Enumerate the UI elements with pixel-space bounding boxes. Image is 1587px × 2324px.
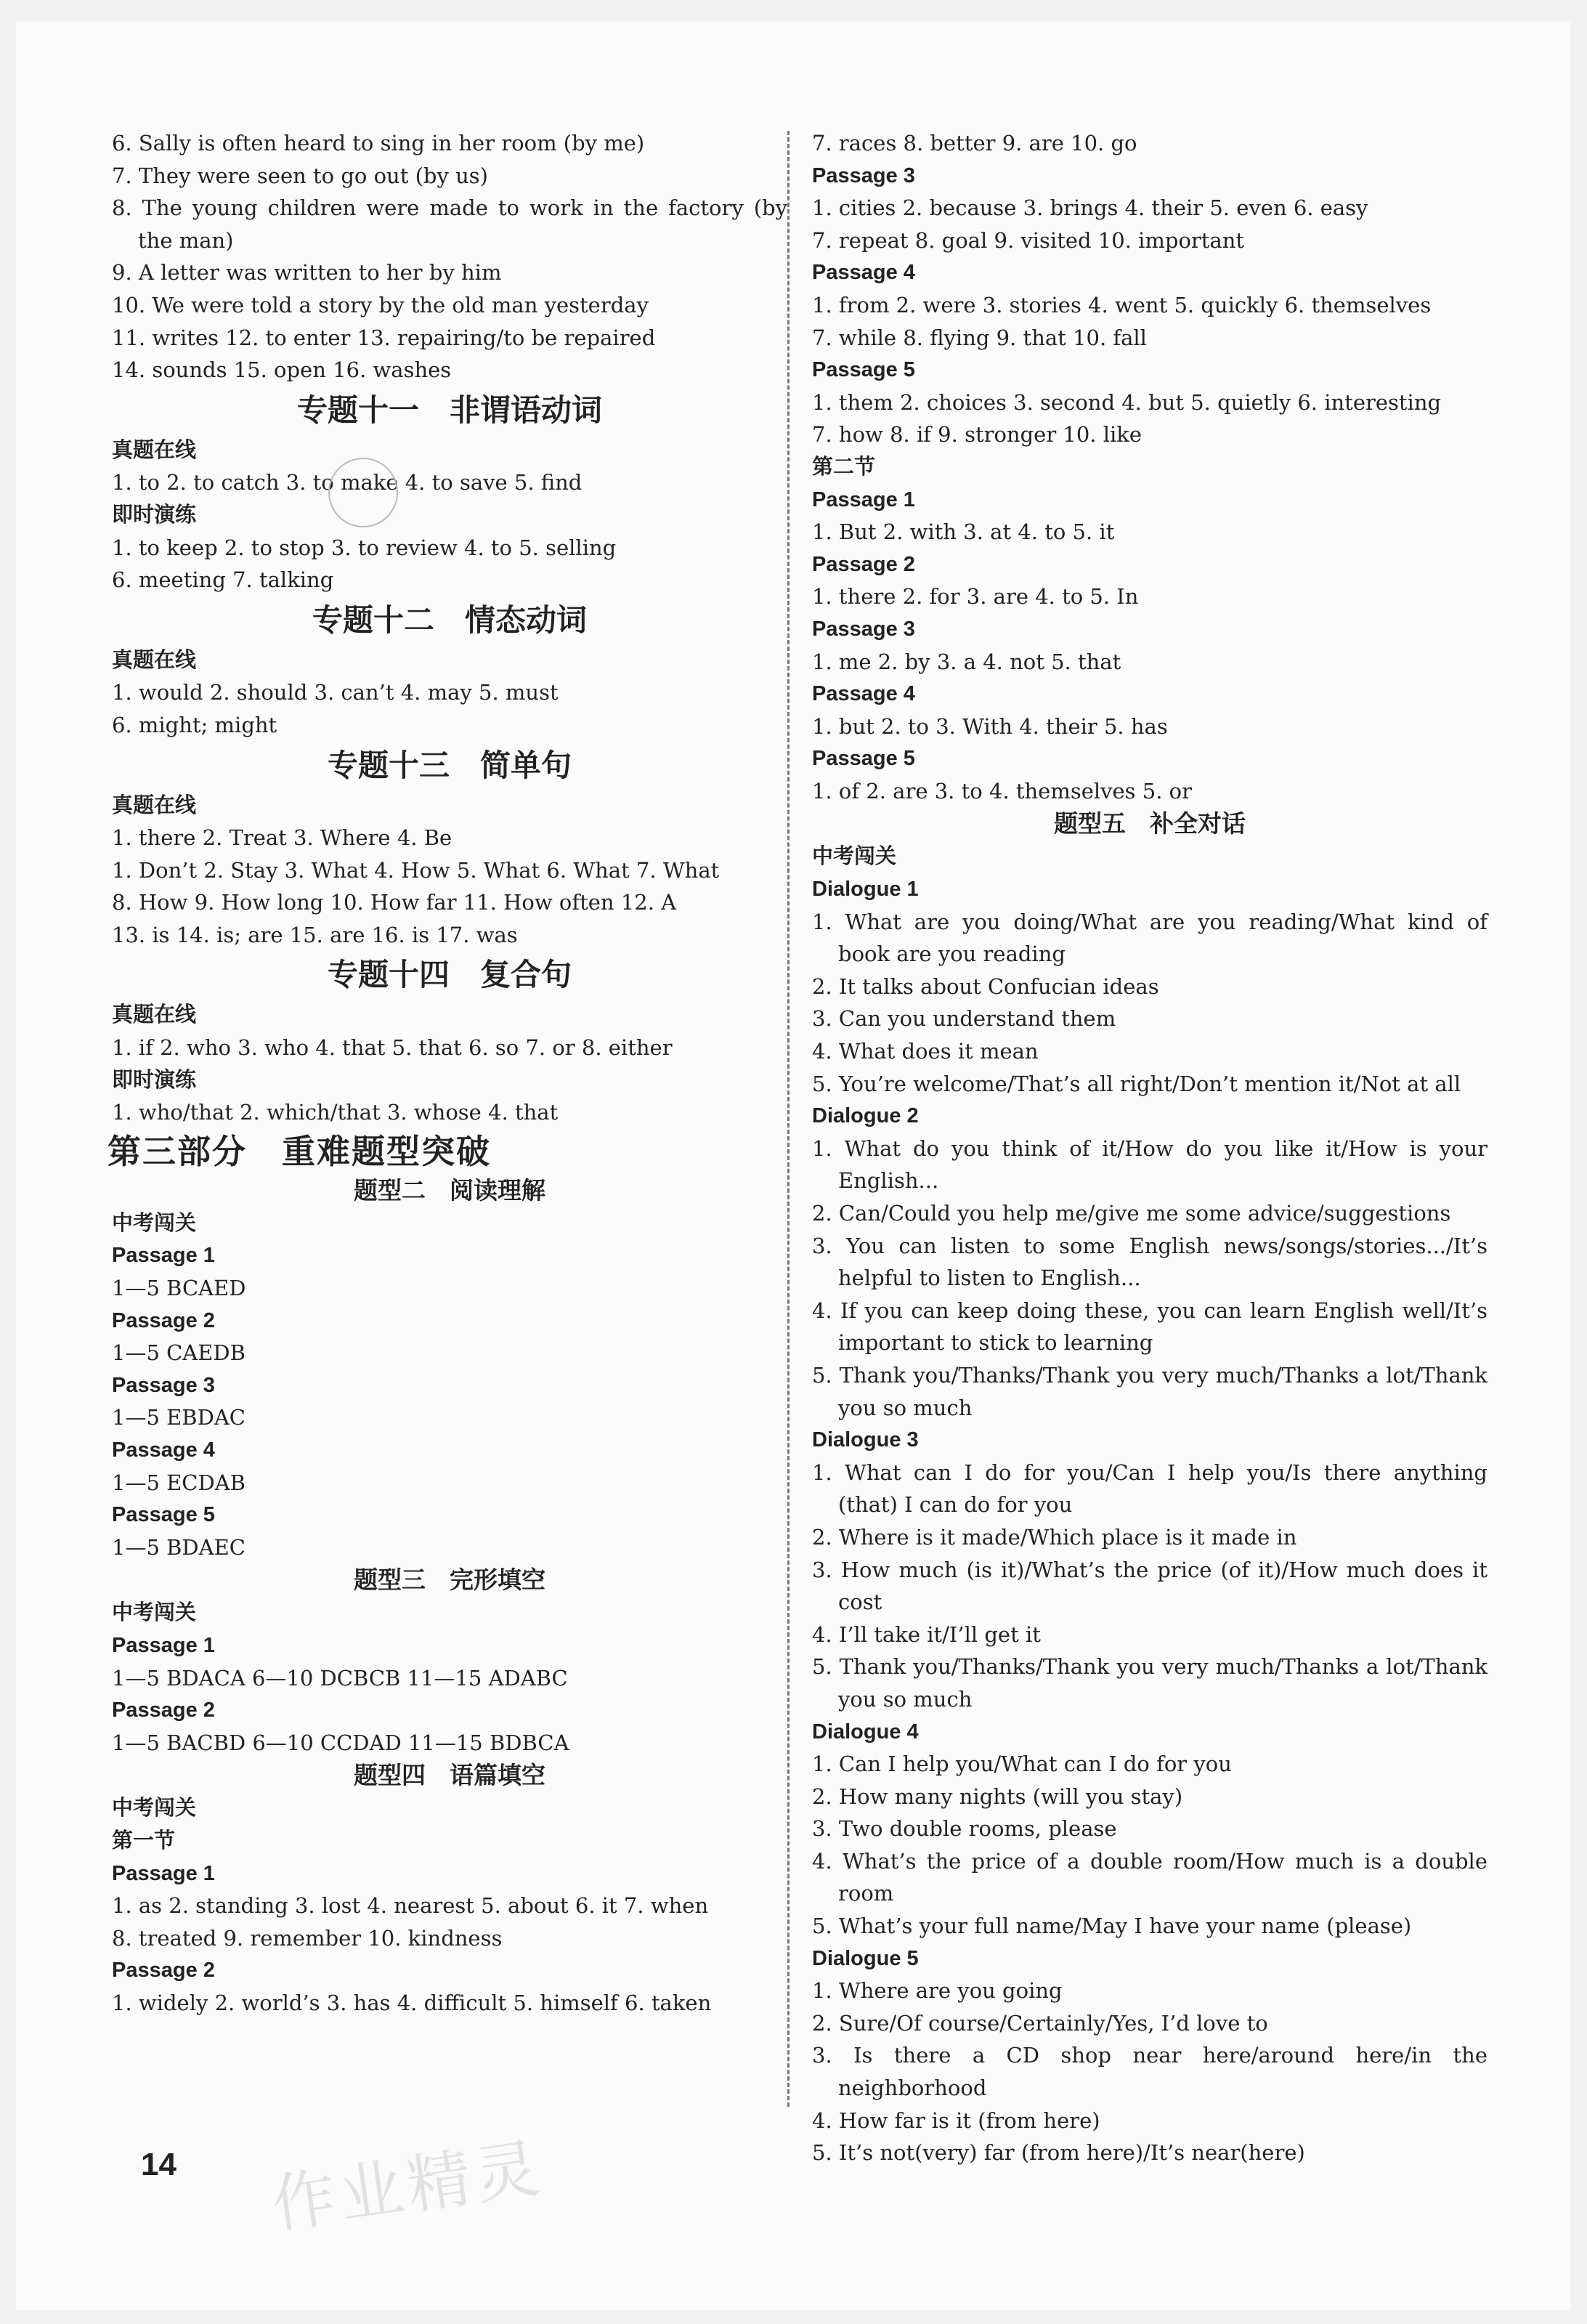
answer-line: 3. Can you understand them [812,1006,1116,1032]
answer-line: 1. Where are you going [812,1978,1063,2004]
answer-line: 1. of 2. are 3. to 4. themselves 5. or [812,778,1192,803]
answer-line: 1. to keep 2. to stop 3. to review 4. to 5. selling [112,535,617,560]
answer-line: 1. But 2. with 3. at 4. to 5. it [812,519,1115,545]
section-label: 真题在线 [112,648,197,672]
type-heading: 题型三 完形填空 [354,1566,545,1595]
watermark: 作业精灵 [267,2130,548,2243]
answer-line: 2. It talks about Confucian ideas [812,973,1159,999]
section-label: 即时演练 [112,1068,197,1092]
passage-label: Passage 5 [812,747,915,771]
section-label: 真题在线 [112,1003,197,1027]
page-number: 14 [141,2147,176,2182]
answer-line: 1. Don’t 2. Stay 3. What 4. How 5. What 6. What 7. What [112,857,720,883]
answer-line: 5. You’re welcome/That’s all right/Don’t mention it/Not at all [812,1071,1461,1096]
passage-label: Passage 3 [812,617,915,641]
answer-line: 13. is 14. is; are 15. are 16. is 17. was [112,922,518,947]
answer-line: 2. How many nights (will you stay) [812,1784,1183,1809]
dialogue-label: Dialogue 4 [812,1720,919,1744]
answer-line: 1. What can I do for you/Can I help you/Is there anything (that) I can do for you [812,1459,1487,1518]
section-label: 真题在线 [112,438,197,462]
answer-line: 7. how 8. if 9. stronger 10. like [812,422,1142,448]
passage-label: Passage 4 [812,261,915,285]
passage-label: Passage 3 [812,163,915,187]
left-column [107,127,787,2020]
answer-line: 1. them 2. choices 3. second 4. but 5. quietly 6. interesting [812,389,1442,415]
passage-label: Passage 5 [812,358,915,382]
section-heading: 专题十一 非谓语动词 [296,392,602,428]
answer-line: 1. but 2. to 3. With 4. their 5. has [812,713,1168,739]
passage-label: Passage 1 [112,1244,215,1268]
answer-line: 1. What do you think of it/How do you like it/How is your English... [812,1135,1487,1194]
answer-line: 4. If you can keep doing these, you can learn English well/It’s important to stick to learning [812,1297,1487,1356]
passage-label: Passage 2 [112,1308,215,1332]
answer-line: 2. Where is it made/Which place is it made in [812,1524,1297,1550]
answer-line: 3. Two double rooms, please [812,1816,1117,1842]
answer-line: 5. Thank you/Thanks/Thank you very much/Thanks a lot/Thank you so much [812,1362,1487,1420]
passage-label: Passage 5 [112,1503,215,1527]
answer-line: 1—5 BDACA 6—10 DCBCB 11—15 ADABC [112,1665,568,1691]
stamp-icon [328,458,398,527]
answer-line: 1—5 BCAED [112,1276,246,1301]
section-heading: 专题十四 复合句 [327,957,572,993]
section-label: 第二节 [812,455,876,479]
section-heading: 专题十三 简单句 [327,747,572,783]
section-label: 中考闯关 [112,1601,197,1625]
answer-line: 1. there 2. Treat 3. Where 4. Be [112,825,452,851]
answer-line: 5. It’s not(very) far (from here)/It’s near(here) [812,2140,1305,2166]
answer-line: 1. cities 2. because 3. brings 4. their 5. even 6. easy [812,195,1368,221]
answer-line: 1. to 2. to catch 3. to make 4. to save 5. find [112,470,583,495]
dialogue-label: Dialogue 1 [812,878,919,902]
section-heading: 专题十二 情态动词 [312,602,587,638]
section-label: 第一节 [112,1829,176,1853]
answer-line: 3. How much (is it)/What’s the price (of it)/How much does it cost [812,1557,1487,1615]
section-label: 即时演练 [112,503,197,527]
answer-line: 7. while 8. flying 9. that 10. fall [812,325,1147,350]
answer-line: 3. You can listen to some English news/songs/stories.../It’s helpful to listen to English... [812,1233,1487,1291]
passage-label: Passage 1 [112,1861,215,1885]
answer-line: 2. Sure/Of course/Certainly/Yes, I’d love to [812,2010,1268,2036]
passage-label: Passage 4 [112,1438,215,1462]
section-label: 中考闯关 [112,1211,197,1235]
passage-label: Passage 4 [812,682,915,706]
answer-line: 1—5 CAEDB [112,1340,245,1366]
passage-label: Passage 1 [112,1633,215,1657]
answer-line: 5. What’s your full name/May I have your name (please) [812,1914,1412,1939]
part-title: 第三部分 重难题型突破 [107,1131,491,1171]
section-label: 真题在线 [112,793,197,817]
answer-line: 1—5 BDAEC [112,1534,245,1560]
type-heading: 题型二 阅读理解 [354,1175,545,1204]
answer-line: 10. We were told a story by the old man yesterday [112,292,649,317]
answer-line: 1. there 2. for 3. are 4. to 5. In [812,584,1139,610]
answer-line: 1—5 BACBD 6—10 CCDAD 11—15 BDBCA [112,1730,569,1755]
passage-label: Passage 1 [812,487,915,511]
answer-line: 11. writes 12. to enter 13. repairing/to be repaired [112,325,656,350]
dialogue-label: Dialogue 2 [812,1104,919,1128]
section-label: 中考闯关 [112,1797,197,1821]
answer-line: 1. who/that 2. which/that 3. whose 4. that [112,1100,559,1125]
dialogue-label: Dialogue 3 [812,1428,919,1452]
answer-line: 6. Sally is often heard to sing in her room (by me) [112,131,645,155]
right-column [812,127,1487,2169]
answer-line: 3. Is there a CD shop near here/around here/in the neighborhood [812,2043,1487,2101]
answer-line: 1. Can I help you/What can I do for you [812,1752,1232,1777]
passage-label: Passage 3 [112,1373,215,1397]
dialogue-label: Dialogue 5 [812,1946,919,1970]
answer-line: 8. treated 9. remember 10. kindness [112,1925,503,1951]
answer-line: 9. A letter was written to her by him [112,260,502,286]
type-heading: 题型五 补全对话 [1054,809,1246,838]
answer-line: 5. Thank you/Thanks/Thank you very much/Thanks a lot/Thank you so much [812,1654,1487,1712]
answer-line: 1. as 2. standing 3. lost 4. nearest 5. about 6. it 7. when [112,1893,709,1919]
section-label: 中考闯关 [812,845,897,869]
passage-label: Passage 2 [812,552,915,576]
passage-label: Passage 2 [112,1699,215,1722]
answer-line: 1. if 2. who 3. who 4. that 5. that 6. so 7. or 8. either [112,1035,673,1061]
answer-line: 14. sounds 15. open 16. washes [112,357,452,383]
answer-line: 4. What does it mean [812,1039,1039,1064]
passage-label: Passage 2 [112,1959,215,1983]
answer-line: 7. They were seen to go out (by us) [112,163,488,188]
answer-line: 1—5 ECDAB [112,1470,245,1495]
answer-line: 4. I’ll take it/I’ll get it [812,1621,1041,1647]
answer-line: 1. What are you doing/What are you reading/What kind of book are you reading [812,909,1487,967]
answer-line: 6. meeting 7. talking [112,567,334,593]
answer-line: 4. What’s the price of a double room/How much is a double room [812,1848,1487,1906]
answer-line: 1. widely 2. world’s 3. has 4. difficult 5. himself 6. taken [112,1990,712,2015]
answer-line: 8. The young children were made to work in the factory (by the man) [112,195,787,253]
answer-line: 1. me 2. by 3. a 4. not 5. that [812,649,1121,674]
answer-line: 7. repeat 8. goal 9. visited 10. important [812,227,1245,253]
answer-line: 6. might; might [112,712,277,737]
answer-line: 1. from 2. were 3. stories 4. went 5. quickly 6. themselves [812,292,1432,317]
answer-line: 1—5 EBDAC [112,1405,245,1430]
answer-line: 1. would 2. should 3. can’t 4. may 5. must [112,680,559,705]
column-divider [787,131,790,2107]
answer-line: 2. Can/Could you help me/give me some advice/suggestions [812,1201,1451,1226]
type-heading: 题型四 语篇填空 [354,1761,545,1790]
page [16,22,1570,2310]
answer-line: 7. races 8. better 9. are 10. go [812,131,1137,155]
answer-line: 8. How 9. How long 10. How far 11. How often 12. A [112,890,677,915]
answer-line: 4. How far is it (from here) [812,2108,1100,2133]
